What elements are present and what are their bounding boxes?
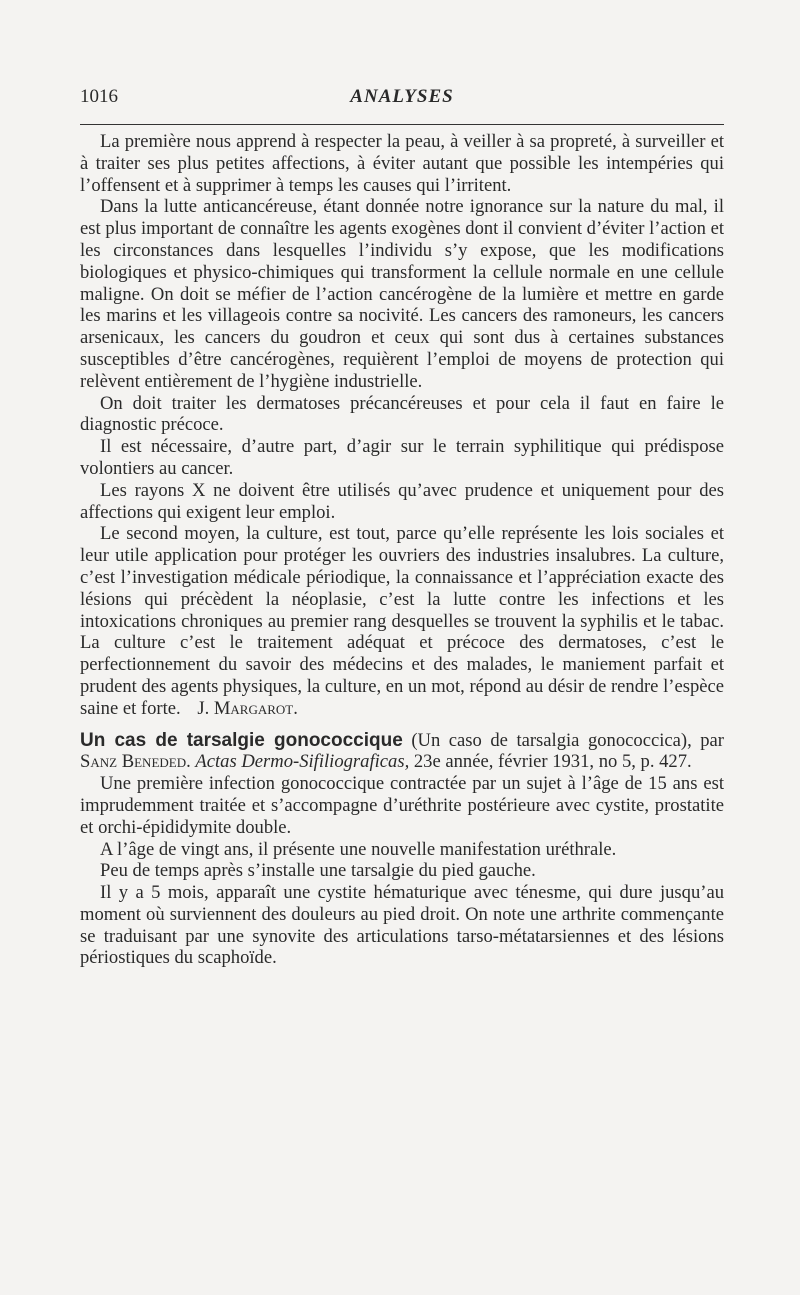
- paragraph-text: Le second moyen, la culture, est tout, parce qu’elle représente les lois sociales et leur utile application pour protéger les ouvriers des industries insalubres. La culture, c’est l’investigation médicale périodique, la connaissance et l’appréciation exacte des lésions qui précèdent la néoplasie, c’est la lutte contre les infections et les intoxications chroniques au premier rang desquelles se trouvent la syphilis et le tabac. La culture c’est le traitement adéquat et précoce des dermatoses, c’est le perfectionnement du savoir des médecins et des malades, le maniement parfait et prudent des agents physiques, la culture, en un mot, répond au désir de rendre l’espèce saine et forte.: [80, 523, 724, 719]
- article-citation: 23e année, février 1931, no 5, p. 427.: [413, 751, 692, 773]
- paragraph: On doit traiter les dermatoses précancéreuses et pour cela il faut en faire le diagnostic précoce.: [80, 392, 724, 436]
- paragraph: Il est nécessaire, d’autre part, d’agir sur le terrain syphilitique qui prédispose volontiers au cancer.: [80, 436, 724, 479]
- article-journal: Actas Dermo-Sifiliograficas,: [195, 751, 410, 773]
- paragraph: Dans la lutte anticancéreuse, étant donnée notre ignorance sur la nature du mal, il est plus important de connaître les agents exogènes dont il convient d’éviter l’action et les circonstances dans lesquelles l’individu s’y expose, que les modifications biologiques et physico-chimiques qui transforment la cellule normale en une cellule maligne. On doit se méfier de l’action cancérogène de la lumière et mettre en garde les marins et les villageois contre sa nocivité. Les cancers des ramoneurs, les cancers arsenicaux, les cancers du goudron et ceux qui sont dus à certaines substances susceptibles d’être cancérogènes, requièrent l’emploi de moyens de protection qui relèvent entièrement de l’hygiène industrielle.: [80, 196, 724, 392]
- header-rule: [80, 124, 724, 125]
- page-header: [80, 86, 724, 116]
- article-author: Sanz Beneded.: [80, 751, 191, 773]
- article-paragraph: Peu de temps après s’installe une tarsalgie du pied gauche.: [100, 860, 536, 882]
- article-title: Un cas de tarsalgie gonococcique: [80, 729, 403, 751]
- paragraph-with-signature: [80, 523, 724, 719]
- paragraph: Les rayons X ne doivent être utilisés qu’avec prudence et uniquement pour des affections qui exigent leur emploi.: [80, 479, 724, 523]
- running-title: ANALYSES: [350, 86, 454, 107]
- article-heading: [80, 730, 724, 774]
- page-number: 1016: [80, 86, 118, 107]
- article-paragraph: A l’âge de vingt ans, il présente une nouvelle manifestation uréthrale.: [100, 838, 617, 860]
- article-paragraph: Une première infection gonococcique contractée par un sujet à l’âge de 15 ans est imprudemment traitée et s’accompagne d’uréthrite postérieure avec cystite, prostatite et orchi-épididymite double.: [80, 773, 724, 838]
- paragraph: La première nous apprend à respecter la peau, à veiller à sa propreté, à surveiller et à traiter ses plus petites affections, à éviter autant que possible les intempéries qui l’offensent et à supprimer à temps les causes qui l’irritent.: [80, 131, 724, 196]
- body-text: [80, 131, 724, 969]
- signature: J. Margarot.: [197, 697, 298, 719]
- article-translation: (Un caso de tarsalgia gonococcica), par: [411, 729, 724, 751]
- article-paragraph: Il y a 5 mois, apparaît une cystite hématurique avec ténesme, qui dure jusqu’au moment où surviennent des douleurs au pied droit. On note une arthrite commençante se traduisant par une synovite des articulations tarso-métatarsiennes et des lésions périostiques du scaphoïde.: [80, 882, 724, 969]
